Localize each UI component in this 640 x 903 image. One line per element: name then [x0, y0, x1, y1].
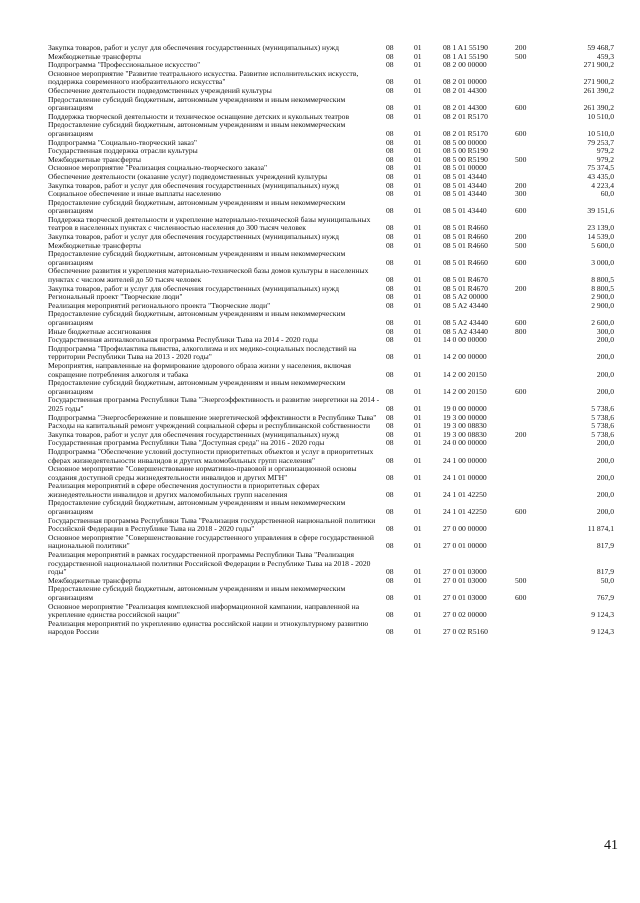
- row-amount: 300,0: [596, 326, 614, 336]
- row-amount: 200,0: [596, 455, 614, 465]
- row-name: Поддержка творческой деятельности и укрепление материально-технической базы муниципальных театров в населенных пунктах с численностью населения до 300 тысяч человек: [48, 214, 371, 233]
- row-amount: 5 738,6: [591, 429, 614, 439]
- row-amount: 60,0: [600, 189, 614, 199]
- row-target-article: 08 5 01 43440: [443, 206, 487, 216]
- row-name: Закупка товаров, работ и услуг для обеспечения государственных (муниципальных) нужд: [48, 232, 339, 242]
- row-name: Иные бюджетные ассигнования: [48, 326, 151, 336]
- row-subsection: 01: [414, 412, 422, 422]
- row-section: 08: [386, 421, 394, 431]
- row-subsection: 01: [414, 575, 422, 585]
- row-amount: 39 151,6: [587, 206, 614, 216]
- row-name: Закупка товаров, работ и услуг для обеспечения государственных (муниципальных) нужд: [48, 283, 339, 293]
- row-name: Основное мероприятие "Совершенствование государственного управления в сфере государственной национальной политики": [48, 532, 374, 551]
- row-subsection: 01: [414, 77, 422, 87]
- row-subsection: 01: [414, 403, 422, 413]
- row-subsection: 01: [414, 51, 422, 61]
- row-amount: 50,0: [600, 575, 614, 585]
- row-name: Государственная поддержка отрасли культуры: [48, 146, 198, 156]
- row-amount: 459,3: [596, 51, 614, 61]
- row-section: 08: [386, 189, 394, 199]
- row-target-article: 08 2 01 44300: [443, 103, 487, 113]
- row-name: Предоставление субсидий бюджетным, автономным учреждениям и иным некоммерческим организациям: [48, 249, 346, 267]
- row-subsection: 01: [414, 541, 422, 551]
- row-name: Государственная антиалкогольная программа Республики Тыва на 2014 - 2020 годы: [48, 335, 318, 345]
- row-target-article: 14 2 00 00000: [443, 352, 487, 362]
- row-section: 08: [386, 128, 394, 138]
- row-amount: 271 900,2: [583, 77, 614, 87]
- row-expense-type: 600: [515, 103, 527, 113]
- row-section: 08: [386, 292, 394, 302]
- row-subsection: 01: [414, 318, 422, 327]
- row-amount: 767,9: [596, 593, 614, 602]
- row-section: 08: [386, 524, 394, 534]
- row-name: Основное мероприятие "Развитие театрального искусства. Развитие исполнительских искусств, поддержка современного изобразительного искусства": [48, 68, 359, 87]
- row-amount: 8 800,5: [591, 283, 614, 293]
- row-target-article: 08 5 01 R4670: [443, 283, 488, 293]
- row-section: 08: [386, 180, 394, 190]
- row-section: 08: [386, 60, 394, 70]
- row-section: 08: [386, 103, 394, 113]
- row-name: Предоставление субсидий бюджетным, автономным учреждениям и иным некоммерческим организациям: [48, 94, 346, 113]
- row-target-article: 08 5 00 R5190: [443, 154, 488, 164]
- row-subsection: 01: [414, 232, 422, 242]
- row-name: Расходы на капитальный ремонт учреждений социальной сферы и республиканской собственности: [48, 421, 371, 431]
- row-subsection: 01: [414, 421, 422, 431]
- row-section: 08: [386, 43, 394, 52]
- row-subsection: 01: [414, 240, 422, 250]
- row-subsection: 01: [414, 627, 422, 637]
- row-amount: 14 539,0: [587, 232, 614, 242]
- row-expense-type: 500: [515, 154, 527, 164]
- row-target-article: 27 0 01 03000: [443, 567, 487, 577]
- row-name: Предоставление субсидий бюджетным, автономным учреждениям и иным некоммерческим организациям: [48, 197, 346, 216]
- page-number: 41: [604, 838, 618, 853]
- row-subsection: 01: [414, 257, 422, 267]
- row-name: Государственная программа Республики Тыва "Энергоэффективность и развитие энергетики на 2014 - 2025 годы": [48, 395, 380, 413]
- row-name: Реализация мероприятий по укреплению единства российской нации и этнокультурному развитию народов России: [48, 618, 369, 637]
- row-section: 08: [386, 154, 394, 164]
- row-target-article: 14 0 00 00000: [443, 335, 487, 345]
- row-name: Закупка товаров, работ и услуг для обеспечения государственных (муниципальных) нужд: [48, 180, 339, 190]
- row-name: Обеспечение деятельности (оказание услуг) подведомственных учреждений культуры: [48, 171, 328, 181]
- row-subsection: 01: [414, 489, 422, 499]
- row-expense-type: 200: [515, 283, 527, 293]
- row-amount: 200,0: [596, 335, 614, 345]
- row-name: Государственная программа Республики Тыва "Доступная среда" на 2016 - 2020 годы: [48, 438, 325, 448]
- row-expense-type: 200: [515, 429, 527, 439]
- row-amount: 75 374,5: [587, 163, 614, 173]
- row-target-article: 08 5 A2 43440: [443, 300, 488, 310]
- budget-table: [48, 44, 614, 637]
- row-subsection: 01: [414, 146, 422, 156]
- row-target-article: 24 1 00 00000: [443, 455, 487, 465]
- row-subsection: 01: [414, 610, 422, 620]
- row-subsection: 01: [414, 189, 422, 199]
- row-target-article: 14 2 00 20150: [443, 369, 487, 379]
- row-amount: 817,9: [596, 541, 614, 551]
- row-target-article: 08 2 01 R5170: [443, 128, 488, 138]
- table-row: [48, 482, 614, 499]
- row-amount: 200,0: [596, 507, 614, 517]
- row-expense-type: 600: [515, 318, 527, 327]
- row-name: Предоставление субсидий бюджетным, автономным учреждениям и иным некоммерческим организациям: [48, 378, 346, 396]
- row-section: 08: [386, 171, 394, 181]
- row-subsection: 01: [414, 352, 422, 362]
- row-section: 08: [386, 326, 394, 336]
- row-section: 08: [386, 369, 394, 379]
- row-section: 08: [386, 232, 394, 242]
- row-target-article: 08 5 01 43440: [443, 180, 487, 190]
- row-amount: 79 253,7: [587, 137, 614, 147]
- row-expense-type: 600: [515, 593, 527, 602]
- table-row: [48, 517, 614, 534]
- row-target-article: 24 1 01 00000: [443, 472, 487, 482]
- row-section: 08: [386, 627, 394, 637]
- row-target-article: 08 2 01 00000: [443, 77, 487, 87]
- table-row: [48, 216, 614, 233]
- row-section: 08: [386, 206, 394, 216]
- row-amount: 200,0: [596, 438, 614, 448]
- row-expense-type: 800: [515, 326, 527, 336]
- row-name: Предоставление субсидий бюджетным, автономным учреждениям и иным некоммерческим организациям: [48, 584, 346, 602]
- row-target-article: 24 1 01 42250: [443, 507, 487, 517]
- row-section: 08: [386, 438, 394, 448]
- row-subsection: 01: [414, 429, 422, 439]
- row-subsection: 01: [414, 386, 422, 396]
- row-section: 08: [386, 567, 394, 577]
- row-subsection: 01: [414, 507, 422, 517]
- row-amount: 11 874,1: [587, 524, 614, 534]
- row-name: Подпрограмма "Энергосбережение и повышение энергетической эффективности в Республике Тыва": [48, 412, 377, 422]
- row-target-article: 08 5 01 R4670: [443, 275, 488, 285]
- row-section: 08: [386, 472, 394, 482]
- row-subsection: 01: [414, 275, 422, 285]
- row-amount: 200,0: [596, 352, 614, 362]
- row-section: 08: [386, 386, 394, 396]
- row-section: 08: [386, 541, 394, 551]
- row-name: Поддержка творческой деятельности и техническое оснащение детских и кукольных театров: [48, 111, 350, 121]
- row-subsection: 01: [414, 326, 422, 336]
- row-subsection: 01: [414, 300, 422, 310]
- row-subsection: 01: [414, 369, 422, 379]
- row-subsection: 01: [414, 292, 422, 302]
- row-target-article: 19 3 00 00000: [443, 412, 487, 422]
- row-section: 08: [386, 77, 394, 87]
- row-section: 08: [386, 223, 394, 233]
- row-target-article: 08 5 01 R4660: [443, 240, 488, 250]
- row-subsection: 01: [414, 472, 422, 482]
- row-target-article: 08 2 01 R5170: [443, 111, 488, 121]
- row-target-article: 08 5 A2 43440: [443, 318, 488, 327]
- row-name: Основное мероприятие "Совершенствование нормативно-правовой и организационной основы создания доступной среды жизнедеятельности инвалидов и других МГН": [48, 464, 357, 482]
- row-name: Межбюджетные трансферты: [48, 575, 141, 585]
- row-section: 08: [386, 335, 394, 345]
- row-subsection: 01: [414, 163, 422, 173]
- row-name: Подпрограмма "Обеспечение условий доступности приоритетных объектов и услуг в приоритетных сферах жизнедеятельности инвалидов и других маломобильных групп населения": [48, 446, 374, 465]
- row-name: Подпрограмма "Профессиональное искусство": [48, 60, 201, 70]
- row-amount: 5 738,6: [591, 403, 614, 413]
- row-subsection: 01: [414, 206, 422, 216]
- row-subsection: 01: [414, 223, 422, 233]
- row-section: 08: [386, 111, 394, 121]
- row-amount: 10 510,0: [587, 111, 614, 121]
- row-section: 08: [386, 300, 394, 310]
- row-amount: 200,0: [596, 489, 614, 499]
- row-name: Основное мероприятие "Реализация социально-творческого заказа": [48, 163, 268, 173]
- row-amount: 5 738,6: [591, 412, 614, 422]
- row-section: 08: [386, 489, 394, 499]
- row-name: Обеспечение развития и укрепления материально-технической базы домов культуры в населенных пунктах с числом жителей до 50 тысяч человек: [48, 266, 369, 285]
- row-name: Межбюджетные трансферты: [48, 240, 141, 250]
- table-row: [48, 199, 614, 216]
- row-amount: 9 124,3: [591, 627, 614, 637]
- row-subsection: 01: [414, 455, 422, 465]
- row-section: 08: [386, 146, 394, 156]
- row-target-article: 08 1 A1 55190: [443, 43, 488, 52]
- row-expense-type: 200: [515, 43, 527, 52]
- table-row: [48, 267, 614, 284]
- row-target-article: 19 3 00 08830: [443, 421, 487, 431]
- row-target-article: 08 5 01 00000: [443, 163, 487, 173]
- row-section: 08: [386, 507, 394, 517]
- row-name: Реализация мероприятий в рамках государственной программы Республики Тыва "Реализация государственной национальной политики Российской Федерации в Республике Тыва на 2018 - 2020 годы": [48, 550, 371, 577]
- row-target-article: 08 2 00 00000: [443, 60, 487, 70]
- row-amount: 2 900,0: [591, 292, 614, 302]
- row-expense-type: 500: [515, 51, 527, 61]
- table-row: [48, 534, 614, 551]
- table-row: [48, 603, 614, 620]
- row-target-article: 27 0 01 00000: [443, 541, 487, 551]
- row-name: Реализация мероприятий в сфере обеспечения доступности в приоритетных сферах жизнедеятельности инвалидов и других маломобильных групп населения: [48, 481, 320, 499]
- row-amount: 2 600,0: [591, 318, 614, 327]
- row-expense-type: 200: [515, 232, 527, 242]
- row-name: Межбюджетные трансферты: [48, 154, 141, 164]
- row-target-article: 08 5 01 R4660: [443, 257, 488, 267]
- row-name: Реализация мероприятий регионального проекта "Творческие люди": [48, 300, 271, 310]
- row-amount: 43 435,0: [587, 171, 614, 181]
- table-row: [48, 551, 614, 577]
- row-name: Государственная программа Республики Тыва "Реализация государственной национальной политики Российской Федерации в Республике Тыва на 2018 - 2020 годы": [48, 515, 376, 534]
- row-section: 08: [386, 257, 394, 267]
- row-section: 08: [386, 283, 394, 293]
- row-amount: 200,0: [596, 369, 614, 379]
- row-subsection: 01: [414, 154, 422, 164]
- row-name: Мероприятия, направленные на формирование здорового образа жизни у населения, включая сокращение потребления алкоголя и табака: [48, 360, 352, 379]
- table-row: [48, 396, 614, 413]
- row-name: Межбюджетные трансферты: [48, 51, 141, 61]
- row-name: Обеспечение деятельности подведомственных учреждений культуры: [48, 85, 272, 95]
- table-row: [48, 499, 614, 516]
- row-target-article: 19 3 00 08830: [443, 429, 487, 439]
- row-section: 08: [386, 163, 394, 173]
- row-section: 08: [386, 429, 394, 439]
- row-target-article: 08 1 A1 55190: [443, 51, 488, 61]
- row-subsection: 01: [414, 85, 422, 95]
- row-amount: 200,0: [596, 472, 614, 482]
- table-row: [48, 448, 614, 465]
- row-target-article: 08 5 00 R5190: [443, 146, 488, 156]
- row-expense-type: 600: [515, 128, 527, 138]
- row-section: 08: [386, 455, 394, 465]
- row-amount: 2 900,0: [591, 300, 614, 310]
- table-row: [48, 362, 614, 379]
- table-row: [48, 96, 614, 113]
- row-expense-type: 600: [515, 206, 527, 216]
- row-target-article: 19 0 00 00000: [443, 403, 487, 413]
- row-target-article: 27 0 02 00000: [443, 610, 487, 620]
- row-target-article: 08 5 00 00000: [443, 137, 487, 147]
- row-section: 08: [386, 318, 394, 327]
- row-subsection: 01: [414, 128, 422, 138]
- row-subsection: 01: [414, 438, 422, 448]
- row-target-article: 24 1 01 42250: [443, 489, 487, 499]
- row-subsection: 01: [414, 171, 422, 181]
- row-amount: 979,2: [596, 154, 614, 164]
- row-section: 08: [386, 275, 394, 285]
- table-row: [48, 121, 614, 138]
- row-amount: 23 139,0: [587, 223, 614, 233]
- row-subsection: 01: [414, 567, 422, 577]
- row-amount: 979,2: [596, 146, 614, 156]
- table-row: [48, 620, 614, 637]
- row-target-article: 08 5 01 43440: [443, 189, 487, 199]
- row-name: Подпрограмма "Профилактика пьянства, алкоголизма и их медико-социальных последствий на территории Республики Тыва на 2013 - 2020 годы": [48, 343, 357, 362]
- row-name: Социальное обеспечение и иные выплаты населению: [48, 189, 221, 199]
- row-target-article: 08 2 01 44300: [443, 85, 487, 95]
- row-amount: 59 468,7: [587, 43, 614, 52]
- table-row: [48, 250, 614, 267]
- row-subsection: 01: [414, 60, 422, 70]
- row-expense-type: 600: [515, 386, 527, 396]
- row-name: Предоставление субсидий бюджетным, автономным учреждениям и иным некоммерческим организациям: [48, 498, 346, 517]
- row-amount: 5 600,0: [591, 240, 614, 250]
- row-name: Закупка товаров, работ и услуг для обеспечения государственных (муниципальных) нужд: [48, 43, 339, 52]
- row-subsection: 01: [414, 103, 422, 113]
- row-target-article: 27 0 01 03000: [443, 593, 487, 602]
- row-section: 08: [386, 240, 394, 250]
- row-name: Предоставление субсидий бюджетным, автономным учреждениям и иным некоммерческим организациям: [48, 309, 346, 327]
- row-amount: 271 900,2: [583, 60, 614, 70]
- row-amount: 817,9: [596, 567, 614, 577]
- table-row: [48, 310, 614, 327]
- row-expense-type: 600: [515, 257, 527, 267]
- row-name: Закупка товаров, работ и услуг для обеспечения государственных (муниципальных) нужд: [48, 429, 339, 439]
- table-row: [48, 345, 614, 362]
- row-section: 08: [386, 593, 394, 602]
- row-subsection: 01: [414, 111, 422, 121]
- row-expense-type: 500: [515, 575, 527, 585]
- row-subsection: 01: [414, 283, 422, 293]
- row-expense-type: 600: [515, 507, 527, 517]
- row-section: 08: [386, 137, 394, 147]
- row-amount: 4 223,4: [591, 180, 614, 190]
- row-target-article: 08 5 A2 00000: [443, 292, 488, 302]
- row-amount: 200,0: [596, 386, 614, 396]
- row-target-article: 08 5 01 R4660: [443, 223, 488, 233]
- row-amount: 8 800,5: [591, 275, 614, 285]
- row-section: 08: [386, 352, 394, 362]
- row-section: 08: [386, 412, 394, 422]
- row-subsection: 01: [414, 180, 422, 190]
- row-target-article: 27 0 02 R5160: [443, 627, 488, 637]
- table-row: [48, 379, 614, 396]
- row-amount: 5 738,6: [591, 421, 614, 431]
- row-name: Основное мероприятие "Реализация комплексной информационной кампании, направленной на укрепление единства российской нации": [48, 601, 360, 620]
- row-name: Предоставление субсидий бюджетным, автономным учреждениям и иным некоммерческим организациям: [48, 120, 346, 138]
- row-section: 08: [386, 51, 394, 61]
- table-row: [48, 70, 614, 87]
- row-subsection: 01: [414, 137, 422, 147]
- table-row: [48, 585, 614, 602]
- row-subsection: 01: [414, 43, 422, 52]
- row-amount: 9 124,3: [591, 610, 614, 620]
- row-name: Подпрограмма "Социально-творческий заказ": [48, 137, 197, 147]
- row-expense-type: 300: [515, 189, 527, 199]
- row-subsection: 01: [414, 524, 422, 534]
- row-target-article: 27 0 01 03000: [443, 575, 487, 585]
- row-amount: 261 390,2: [583, 103, 614, 113]
- row-target-article: 08 5 01 43440: [443, 171, 487, 181]
- row-section: 08: [386, 575, 394, 585]
- row-target-article: 27 0 00 00000: [443, 524, 487, 534]
- row-expense-type: 500: [515, 240, 527, 250]
- row-target-article: 08 5 01 R4660: [443, 232, 488, 242]
- row-amount: 10 510,0: [587, 128, 614, 138]
- table-row: [48, 465, 614, 482]
- row-target-article: 24 0 00 00000: [443, 438, 487, 448]
- row-subsection: 01: [414, 593, 422, 602]
- row-name: Региональный проект "Творческие люди": [48, 292, 183, 302]
- row-section: 08: [386, 610, 394, 620]
- row-target-article: 08 5 A2 43440: [443, 326, 488, 336]
- row-amount: 261 390,2: [583, 85, 614, 95]
- row-section: 08: [386, 85, 394, 95]
- row-target-article: 14 2 00 20150: [443, 386, 487, 396]
- row-amount: 3 000,0: [591, 257, 614, 267]
- row-section: 08: [386, 403, 394, 413]
- row-expense-type: 200: [515, 180, 527, 190]
- row-subsection: 01: [414, 335, 422, 345]
